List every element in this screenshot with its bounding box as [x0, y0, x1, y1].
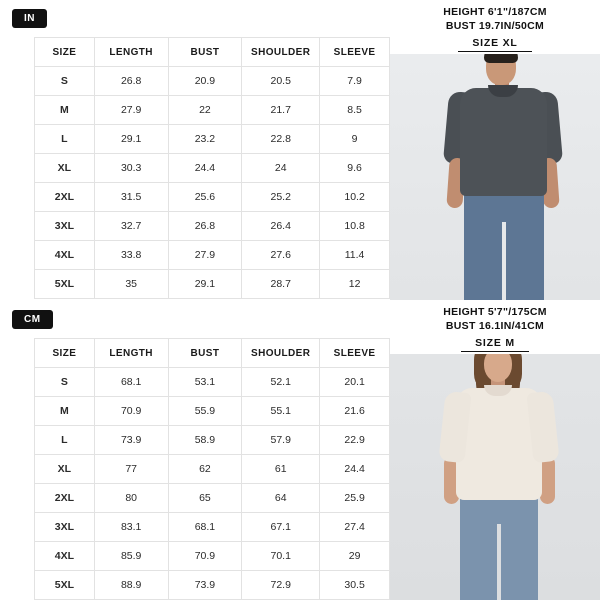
cell-length: 85.9 [94, 542, 168, 571]
table-row [35, 513, 390, 542]
cell-shoulder: 70.1 [242, 542, 320, 571]
cell-sleeve: 10.2 [320, 183, 390, 212]
table-header-row [35, 38, 390, 67]
cell-sleeve: 29 [320, 542, 390, 571]
size-table-block-cm [12, 309, 380, 600]
cell-bust: 29.1 [168, 270, 242, 299]
cell-length: 33.8 [94, 241, 168, 270]
column-header-length: LENGTH [94, 38, 168, 67]
cell-length: 30.3 [94, 154, 168, 183]
model-spec-male [390, 0, 600, 54]
model-spec-female [390, 300, 600, 354]
cell-bust: 73.9 [168, 571, 242, 600]
cell-size: XL [35, 154, 95, 183]
cell-sleeve: 22.9 [320, 426, 390, 455]
cell-sleeve: 9.6 [320, 154, 390, 183]
cell-sleeve: 21.6 [320, 397, 390, 426]
column-header-size: SIZE [35, 38, 95, 67]
table-header-row [35, 339, 390, 368]
column-header-shoulder: SHOULDER [242, 339, 320, 368]
cell-shoulder: 64 [242, 484, 320, 513]
cell-bust: 23.2 [168, 125, 242, 154]
model-card-female [390, 300, 600, 600]
column-header-bust: BUST [168, 339, 242, 368]
cell-size: L [35, 426, 95, 455]
cell-sleeve: 12 [320, 270, 390, 299]
model-size-female: SIZE M [461, 336, 529, 352]
cell-shoulder: 57.9 [242, 426, 320, 455]
table-row [35, 426, 390, 455]
cell-length: 35 [94, 270, 168, 299]
cell-bust: 24.4 [168, 154, 242, 183]
cell-size: L [35, 125, 95, 154]
size-table-block-in [12, 8, 380, 299]
table-row [35, 183, 390, 212]
cell-bust: 68.1 [168, 513, 242, 542]
cell-length: 70.9 [94, 397, 168, 426]
column-header-bust: BUST [168, 38, 242, 67]
table-row [35, 455, 390, 484]
cell-length: 80 [94, 484, 168, 513]
cell-bust: 70.9 [168, 542, 242, 571]
cell-length: 88.9 [94, 571, 168, 600]
cell-shoulder: 28.7 [242, 270, 320, 299]
cell-size: M [35, 397, 95, 426]
size-table-inches [34, 37, 390, 299]
model-height-male: HEIGHT 6'1"/187CM [443, 6, 547, 18]
cell-sleeve: 25.9 [320, 484, 390, 513]
cell-shoulder: 22.8 [242, 125, 320, 154]
cell-size: 2XL [35, 183, 95, 212]
model-card-male [390, 0, 600, 300]
cell-length: 83.1 [94, 513, 168, 542]
cell-bust: 27.9 [168, 241, 242, 270]
cell-size: 4XL [35, 241, 95, 270]
model-bust-female: BUST 16.1IN/41CM [445, 320, 545, 332]
cell-shoulder: 20.5 [242, 67, 320, 96]
cell-size: 3XL [35, 212, 95, 241]
cell-bust: 55.9 [168, 397, 242, 426]
table-row [35, 67, 390, 96]
cell-size: 2XL [35, 484, 95, 513]
cell-bust: 26.8 [168, 212, 242, 241]
cell-shoulder: 55.1 [242, 397, 320, 426]
cell-length: 27.9 [94, 96, 168, 125]
table-row [35, 212, 390, 241]
column-header-size: SIZE [35, 339, 95, 368]
cell-shoulder: 61 [242, 455, 320, 484]
size-table-centimeters [34, 338, 390, 600]
cell-size: M [35, 96, 95, 125]
cell-bust: 62 [168, 455, 242, 484]
column-header-sleeve: SLEEVE [320, 339, 390, 368]
cell-bust: 22 [168, 96, 242, 125]
cell-shoulder: 25.2 [242, 183, 320, 212]
table-row [35, 571, 390, 600]
cell-length: 31.5 [94, 183, 168, 212]
table-row [35, 484, 390, 513]
unit-badge-cm: CM [12, 310, 53, 329]
table-row [35, 368, 390, 397]
column-header-shoulder: SHOULDER [242, 38, 320, 67]
cell-shoulder: 26.4 [242, 212, 320, 241]
cell-size: S [35, 368, 95, 397]
cell-size: S [35, 67, 95, 96]
table-row [35, 397, 390, 426]
cell-length: 29.1 [94, 125, 168, 154]
cell-sleeve: 8.5 [320, 96, 390, 125]
cell-bust: 20.9 [168, 67, 242, 96]
cell-shoulder: 52.1 [242, 368, 320, 397]
table-row [35, 270, 390, 299]
cell-shoulder: 21.7 [242, 96, 320, 125]
model-height-female: HEIGHT 5'7"/175CM [443, 306, 547, 318]
cell-shoulder: 24 [242, 154, 320, 183]
table-row [35, 154, 390, 183]
cell-shoulder: 27.6 [242, 241, 320, 270]
table-row [35, 542, 390, 571]
model-bust-male: BUST 19.7IN/50CM [445, 20, 545, 32]
cell-size: 5XL [35, 270, 95, 299]
cell-length: 73.9 [94, 426, 168, 455]
cell-sleeve: 24.4 [320, 455, 390, 484]
cell-size: 5XL [35, 571, 95, 600]
cell-bust: 65 [168, 484, 242, 513]
unit-badge-in: IN [12, 9, 47, 28]
column-header-sleeve: SLEEVE [320, 38, 390, 67]
cell-sleeve: 11.4 [320, 241, 390, 270]
cell-length: 32.7 [94, 212, 168, 241]
table-row [35, 96, 390, 125]
model-size-male: SIZE XL [458, 36, 531, 52]
table-row [35, 125, 390, 154]
cell-sleeve: 10.8 [320, 212, 390, 241]
cell-size: 3XL [35, 513, 95, 542]
model-photos-column [390, 0, 600, 600]
table-row [35, 241, 390, 270]
cell-size: 4XL [35, 542, 95, 571]
cell-sleeve: 7.9 [320, 67, 390, 96]
cell-shoulder: 67.1 [242, 513, 320, 542]
cell-bust: 58.9 [168, 426, 242, 455]
cell-bust: 25.6 [168, 183, 242, 212]
cell-length: 26.8 [94, 67, 168, 96]
cell-length: 68.1 [94, 368, 168, 397]
cell-shoulder: 72.9 [242, 571, 320, 600]
cell-sleeve: 27.4 [320, 513, 390, 542]
cell-length: 77 [94, 455, 168, 484]
cell-sleeve: 20.1 [320, 368, 390, 397]
cell-size: XL [35, 455, 95, 484]
cell-sleeve: 30.5 [320, 571, 390, 600]
cell-sleeve: 9 [320, 125, 390, 154]
column-header-length: LENGTH [94, 339, 168, 368]
cell-bust: 53.1 [168, 368, 242, 397]
